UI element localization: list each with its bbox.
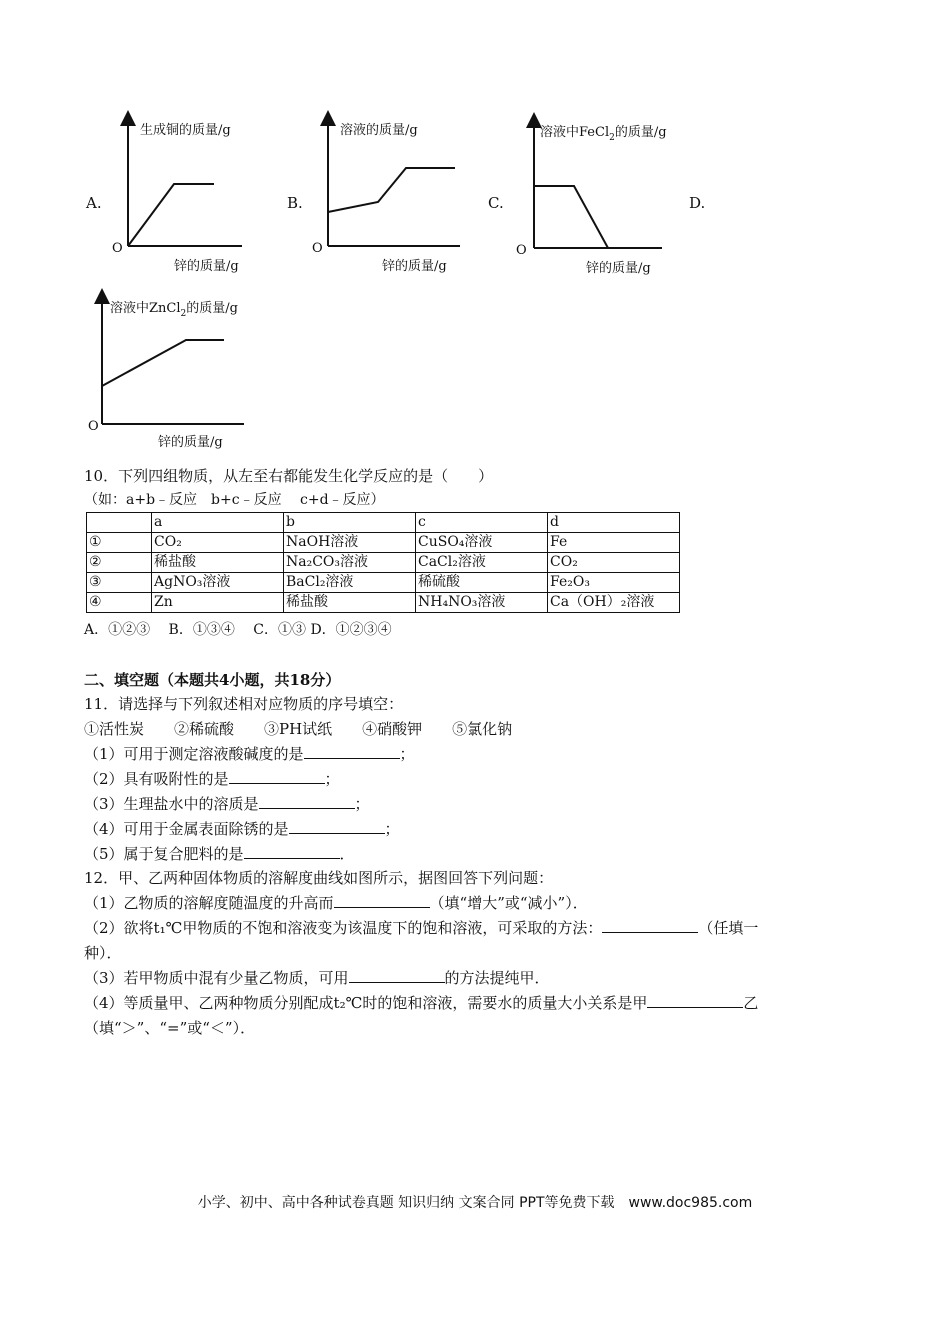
table-cell: CaCl₂溶液 — [416, 553, 548, 573]
answer-blank[interactable] — [349, 968, 445, 983]
table-cell: Fe — [548, 533, 680, 553]
q10-stem: 10．下列四组物质，从左至右都能发生化学反应的是（ ） — [84, 467, 494, 485]
q11-sub-5: （5）属于复合肥料的是 ． — [84, 845, 355, 863]
origin-label: O — [88, 419, 99, 434]
q12-sub-2: （2）欲将t₁℃甲物质的不饱和溶液变为该温度下的饱和溶液，可采取的方法： （任填一 — [84, 919, 759, 937]
answer-blank[interactable] — [647, 993, 743, 1008]
origin-label: O — [516, 243, 527, 258]
origin-label: O — [312, 241, 323, 256]
curve — [128, 184, 214, 246]
table-cell: NaOH溶液 — [284, 533, 416, 553]
table-row — [87, 593, 680, 613]
table-cell: CO₂ — [152, 533, 284, 553]
curve — [328, 168, 455, 212]
q10-choices: A．①②③ B．①③④ C．①③ D．①②③④ — [84, 622, 392, 638]
answer-blank[interactable] — [244, 844, 340, 859]
q10-table — [86, 512, 680, 613]
y-label: 溶液的质量/g — [340, 123, 418, 138]
page-footer: 小学、初中、高中各种试卷真题 知识归纳 文案合同 PPT等免费下载 www.doc985.com — [197, 1195, 753, 1211]
table-cell: BaCl₂溶液 — [284, 573, 416, 593]
table-cell: 稀盐酸 — [284, 593, 416, 613]
answer-blank[interactable] — [602, 918, 698, 933]
answer-blank[interactable] — [289, 819, 385, 834]
table-cell: Ca（OH）₂溶液 — [548, 593, 680, 613]
option-c-label: C. — [488, 194, 504, 212]
answer-blank[interactable] — [334, 893, 430, 908]
section-title: 二、填空题（本题共4小题，共18分） — [84, 671, 341, 689]
table-cell: d — [548, 513, 680, 533]
curve — [102, 340, 224, 386]
x-label: 锌的质量/g — [158, 435, 223, 450]
q12-stem: 12．甲、乙两种固体物质的溶解度曲线如图所示，据图回答下列问题： — [84, 869, 554, 887]
q12-sub-4: （4）等质量甲、乙两种物质分别配成t₂℃时的饱和溶液，需要水的质量大小关系是甲 乙 — [84, 994, 759, 1012]
graph-a — [108, 108, 248, 280]
q12-sub-3: （3）若甲物质中混有少量乙物质，可用 的方法提纯甲． — [84, 969, 550, 987]
answer-blank[interactable] — [304, 744, 400, 759]
q12-sub-2-cont: 种）． — [84, 944, 122, 962]
table-cell: ③ — [87, 573, 152, 593]
table-header-row — [87, 513, 680, 533]
table-cell: ① — [87, 533, 152, 553]
table-cell: NH₄NO₃溶液 — [416, 593, 548, 613]
table-row — [87, 553, 680, 573]
table-row — [87, 573, 680, 593]
option-d-label: D. — [689, 194, 706, 212]
y-label: 溶液中FeCl$_2$的质量/g — [540, 125, 667, 143]
graph-d — [84, 284, 254, 454]
q11-sub-1: （1）可用于测定溶液酸碱度的是 ； — [84, 745, 415, 763]
option-a-label: A. — [86, 194, 102, 212]
table-cell: Na₂CO₃溶液 — [284, 553, 416, 573]
table-cell: ② — [87, 553, 152, 573]
q12-sub-4-cont: （填“＞”、“=”或“＜”）． — [84, 1019, 256, 1037]
table-cell: a — [152, 513, 284, 533]
answer-blank[interactable] — [259, 794, 355, 809]
table-cell: CuSO₄溶液 — [416, 533, 548, 553]
table-cell: Zn — [152, 593, 284, 613]
origin-label: O — [112, 241, 123, 256]
table-cell: c — [416, 513, 548, 533]
table-cell: 稀盐酸 — [152, 553, 284, 573]
y-label: 生成铜的质量/g — [140, 123, 231, 138]
y-label: 溶液中ZnCl$_2$的质量/g — [110, 301, 238, 319]
table-cell: AgNO₃溶液 — [152, 573, 284, 593]
q10-hint: （如：a+b﹣反应 b+c﹣反应 c+d﹣反应） — [84, 492, 385, 508]
table-cell: ④ — [87, 593, 152, 613]
table-cell — [87, 513, 152, 533]
table-cell: CO₂ — [548, 553, 680, 573]
q12-sub-1: （1）乙物质的溶解度随温度的升高而 （填“增大”或“减小”）． — [84, 894, 588, 912]
graph-c — [512, 108, 682, 280]
q11-sub-4: （4）可用于金属表面除锈的是 ； — [84, 820, 400, 838]
x-label: 锌的质量/g — [586, 261, 651, 276]
table-cell: 稀硫酸 — [416, 573, 548, 593]
q11-items: ①活性炭 ②稀硫酸 ③PH试纸 ④硝酸钾 ⑤氯化钠 — [84, 720, 513, 738]
option-b-label: B. — [287, 194, 303, 212]
q11-sub-3: （3）生理盐水中的溶质是 ； — [84, 795, 370, 813]
table-row — [87, 533, 680, 553]
answer-blank[interactable] — [229, 769, 325, 784]
table-cell: Fe₂O₃ — [548, 573, 680, 593]
q11-stem: 11．请选择与下列叙述相对应物质的序号填空： — [84, 695, 404, 713]
curve — [534, 186, 608, 248]
graph-b — [310, 108, 465, 280]
table-cell: b — [284, 513, 416, 533]
q11-sub-2: （2）具有吸附性的是 ； — [84, 770, 340, 788]
x-label: 锌的质量/g — [174, 259, 239, 274]
x-label: 锌的质量/g — [382, 259, 447, 274]
